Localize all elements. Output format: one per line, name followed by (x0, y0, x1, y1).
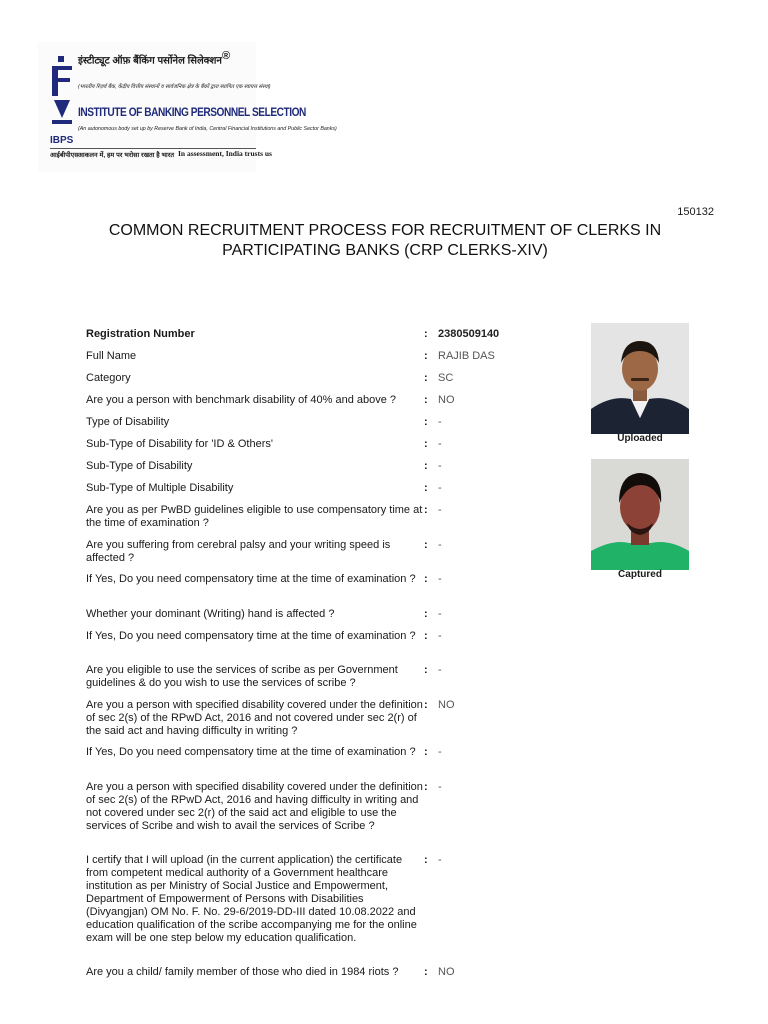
field-label: Whether your dominant (Writing) hand is affected ? (86, 608, 335, 620)
field-label: Sub-Type of Disability (86, 460, 193, 472)
field-label: If Yes, Do you need compensatory time at the time of examination ? (86, 573, 416, 585)
field-value: - (438, 664, 442, 676)
field-row (86, 416, 576, 429)
field-row (86, 372, 576, 385)
ibps-logo (38, 42, 337, 172)
field-row (86, 350, 576, 363)
logo-hindi-short: आईबीपीएस (50, 152, 79, 159)
field-row (86, 664, 576, 690)
field-row (86, 630, 576, 643)
field-value: - (438, 460, 442, 472)
field-row (86, 539, 576, 565)
field-row (86, 608, 576, 621)
field-separator: : (424, 438, 428, 450)
field-row (86, 460, 576, 473)
field-label: Registration Number (86, 328, 195, 340)
field-label: Are you a child/ family member of those who died in 1984 riots ? (86, 966, 399, 978)
field-value: - (438, 482, 442, 494)
field-label: Sub-Type of Multiple Disability (86, 482, 234, 494)
field-value: NO (438, 966, 455, 978)
uploaded-photo (591, 323, 689, 434)
field-separator: : (424, 394, 428, 406)
logo-hindi-name: इंस्टीट्यूट ऑफ़ बैंकिंग पर्सोनेल सिलेक्शन (78, 55, 222, 67)
field-separator: : (424, 504, 428, 516)
field-value: - (438, 630, 442, 642)
logo-hindi-subtitle: (भारतीय रिज़र्व बैंक, केंद्रीय वित्तीय संस्थानों व सार्वजनिक क्षेत्र के बैंकों द्वारा स्थापित एक स्वायत्त संस्था) (78, 84, 271, 90)
field-value: - (438, 854, 442, 866)
field-row (86, 504, 576, 530)
logo-english-name: INSTITUTE OF BANKING PERSONNEL SELECTION (78, 107, 306, 119)
captured-photo (591, 459, 689, 570)
field-row (86, 394, 576, 407)
field-value: 2380509140 (438, 328, 500, 340)
field-value: - (438, 608, 442, 620)
field-separator: : (424, 608, 428, 620)
field-label: If Yes, Do you need compensatory time at the time of examination ? (86, 630, 416, 642)
field-separator: : (424, 573, 428, 585)
field-value: NO (438, 394, 455, 406)
logo-hindi-tagline: आकलन में, हम पर भरोसा रखता है भारत (78, 152, 175, 159)
field-label: Are you as per PwBD guidelines eligible to use compensatory time at the time of examination ? (86, 504, 423, 529)
field-label: Category (86, 372, 131, 384)
field-label: Are you a person with benchmark disability of 40% and above ? (86, 394, 397, 406)
field-separator: : (424, 328, 428, 340)
field-separator: : (424, 350, 428, 362)
field-row (86, 966, 576, 979)
field-separator: : (424, 416, 428, 428)
field-value: - (438, 781, 442, 793)
field-separator: : (424, 854, 428, 866)
field-value: NO (438, 699, 455, 711)
field-separator: : (424, 539, 428, 551)
field-label: I certify that I will upload (in the current application) the certificate from competent medical authority of a Government healthcare institution as per Ministry of Social Justice and Empowerment, Department of Empowerment of Persons with Disabilities (Divyangjan) OM No. F. No. 29-6/2019-DD-III dated 10.08.2022 and education qualification of the scribe accompanying me for the online exam will be one step below my education qualification. (86, 854, 417, 944)
field-separator: : (424, 482, 428, 494)
field-row (86, 438, 576, 451)
field-label: Are you a person with specified disability covered under the definition of sec 2(s) of the RPwD Act, 2016 and not covered under sec 2(r) of the said act and having difficulty in writing ? (86, 699, 423, 737)
field-label: Full Name (86, 350, 137, 362)
field-separator: : (424, 372, 428, 384)
field-value: - (438, 539, 442, 551)
field-row (86, 781, 576, 833)
page-title: COMMON RECRUITMENT PROCESS FOR RECRUITMENT OF CLERKS IN PARTICIPATING BANKS (CRP CLERKS-XIV) (108, 222, 662, 259)
field-label: If Yes, Do you need compensatory time at the time of examination ? (86, 746, 416, 758)
document-number: 150132 (677, 206, 714, 218)
uploaded-caption: Uploaded (617, 433, 663, 444)
field-value: SC (438, 372, 454, 384)
field-label: Are you eligible to use the services of scribe as per Government guidelines & do you wish to use the services of scribe ? (86, 664, 398, 689)
field-value: - (438, 573, 442, 585)
field-label: Sub-Type of Disability for 'ID & Others' (86, 438, 273, 450)
field-value: - (438, 438, 442, 450)
field-separator: : (424, 630, 428, 642)
field-row (86, 746, 576, 759)
field-row (86, 328, 576, 341)
captured-caption: Captured (618, 569, 662, 580)
field-value: - (438, 746, 442, 758)
field-separator: : (424, 746, 428, 758)
field-row (86, 699, 576, 738)
field-value: - (438, 504, 442, 516)
field-separator: : (424, 460, 428, 472)
field-label: Are you a person with specified disability covered under the definition of sec 2(s) of the RPwD Act, 2016 and having difficulty in writing and not covered under sec 2(r) of the said act and eligible to use the services of Scribe and wish to avail the services of Scribe ? (86, 781, 423, 832)
field-separator: : (424, 781, 428, 793)
field-separator: : (424, 664, 428, 676)
ibps-emblem-icon (50, 56, 76, 138)
field-row (86, 573, 576, 586)
registered-mark: ® (221, 50, 231, 62)
field-label: Type of Disability (86, 416, 170, 428)
logo-english-tagline: In assessment, India trusts us (178, 149, 272, 158)
field-label: Are you suffering from cerebral palsy and your writing speed is affected ? (86, 539, 391, 564)
field-value: RAJIB DAS (438, 350, 495, 362)
field-value: - (438, 416, 442, 428)
field-row (86, 854, 576, 945)
logo-english-subtitle: (An autonomous body set up by Reserve Bank of India, Central Financial Institutions and Public Sector Banks) (78, 126, 337, 132)
field-row (86, 482, 576, 495)
logo-short-name: IBPS (50, 135, 74, 146)
field-separator: : (424, 699, 428, 711)
field-separator: : (424, 966, 428, 978)
